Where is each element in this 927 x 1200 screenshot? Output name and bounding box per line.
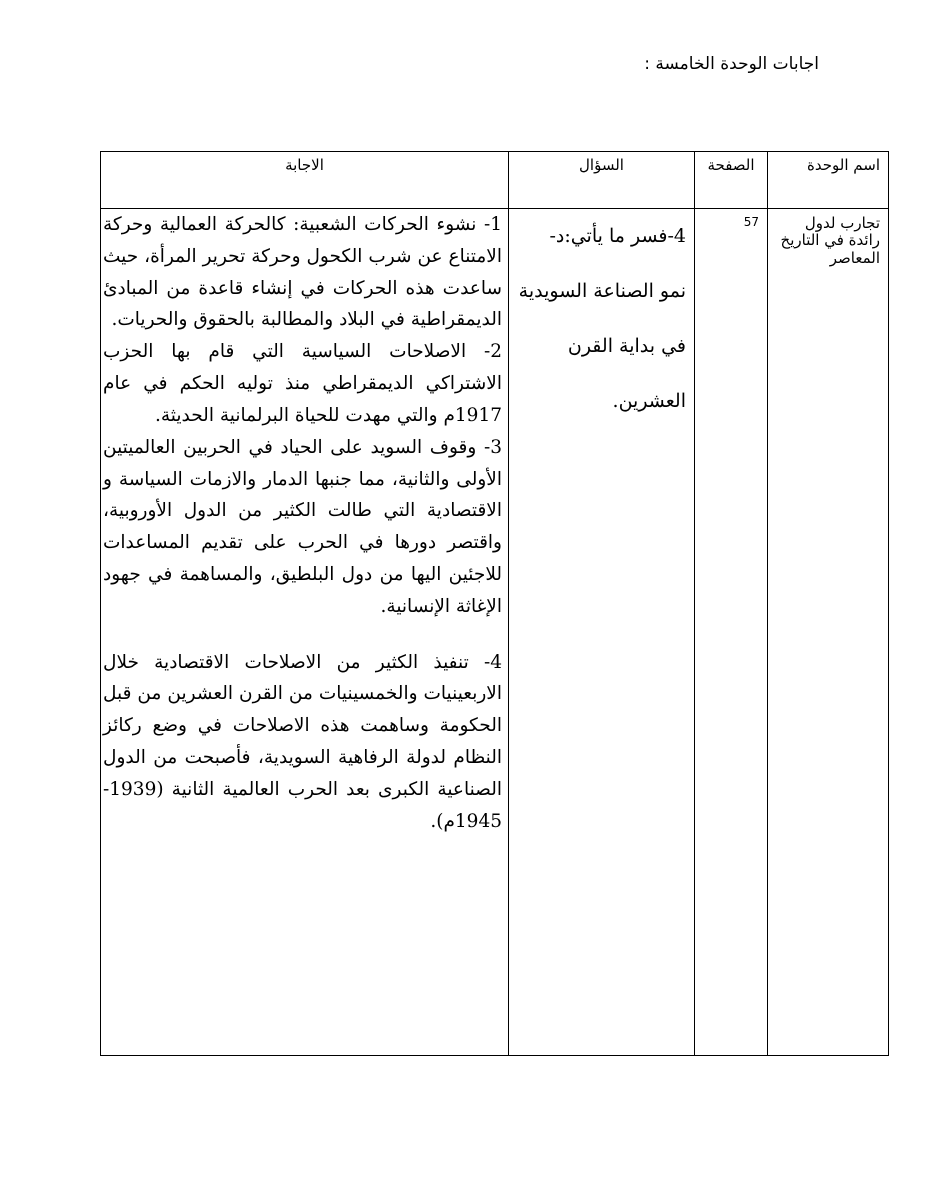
page-number-cell: 57 (695, 209, 768, 1056)
unit-name-cell: تجارب لدول رائدة في التاريخ المعاصر (768, 209, 889, 1056)
question-cell (509, 209, 695, 1056)
question-line: في بداية القرن (567, 335, 686, 358)
question-line: 4-فسر ما يأتي:د- (549, 225, 686, 247)
header-unit-name: اسم الوحدة (768, 152, 889, 209)
header-question: السؤال (509, 152, 695, 209)
table-row (101, 209, 889, 1056)
question-line: العشرين. (612, 390, 686, 413)
answer-item-1: 1- نشوء الحركات الشعبية: كالحركة العمالية وحركة الامتناع عن شرب الكحول وحركة تحرير المرأة، حيث ساعدت هذه الحركات في إنشاء قاعدة من المبادئ الديمقراطية في البلاد والمطالبة بالحقوق والحريات. (103, 214, 502, 331)
answers-table (100, 151, 889, 1056)
answer-item-2: 2- الاصلاحات السياسية التي قام بها الحزب الاشتراكي الديمقراطي منذ توليه الحكم في عام 1917م والتي مهدت للحياة البرلمانية الحديثة. (103, 341, 502, 426)
page-heading: اجابات الوحدة الخامسة : (644, 54, 819, 74)
answer-item-4: 4- تنفيذ الكثير من الاصلاحات الاقتصادية خلال الاربعينيات والخمسينيات من القرن العشرين من قبل الحكومة وساهمت هذه الاصلاحات في وضع ركائز النظام لدولة الرفاهية السويدية، فأصبحت من الدول الصناعية الكبرى بعد الحرب العالمية الثانية (1939- 1945م). (103, 651, 502, 832)
answer-cell (101, 209, 509, 1056)
question-line: نمو الصناعة السويدية (518, 280, 686, 303)
answer-item-3: 3- وقوف السويد على الحياد في الحربين العالميتين الأولى والثانية، مما جنبها الدمار والازمات السياسة و الاقتصادية التي طالت الكثير من الدول الأوروبية، واقتصر دورها في الحرب على تقديم المساعدات للاجئين اليها من دول البلطيق، والمساهمة في جهود الإغاثة الإنسانية. (103, 436, 502, 617)
table-header-row (101, 152, 889, 209)
header-page: الصفحة (695, 152, 768, 209)
header-answer: الاجابة (101, 152, 509, 209)
